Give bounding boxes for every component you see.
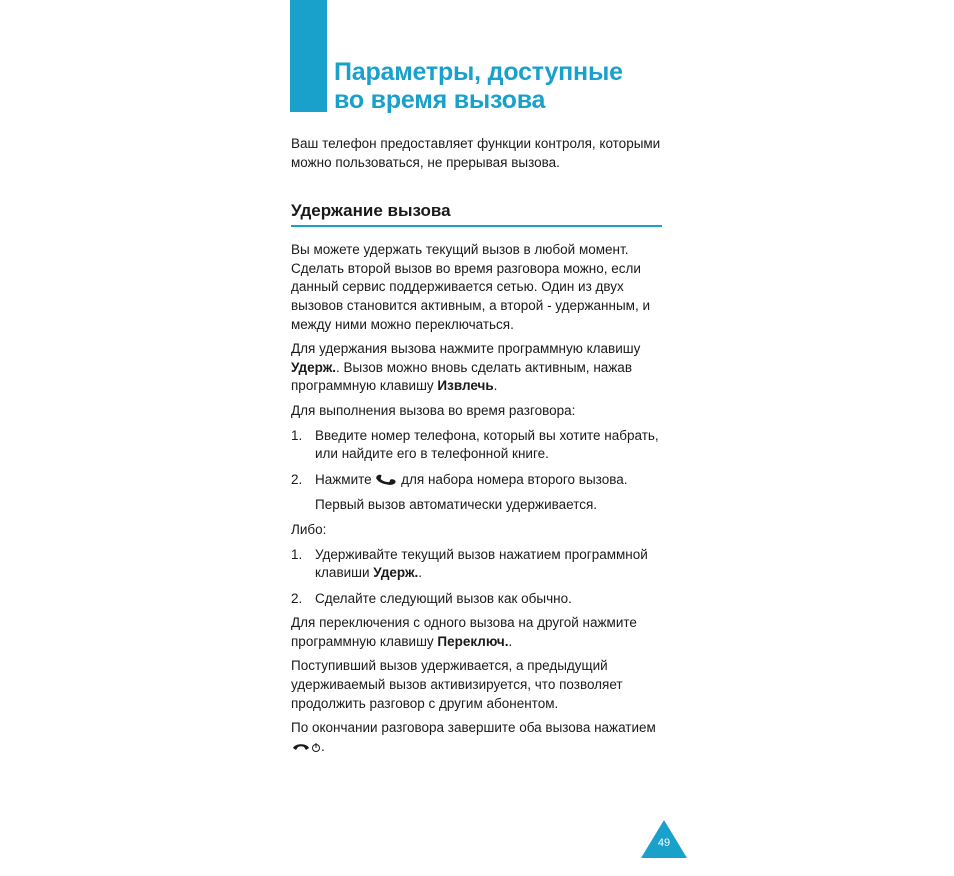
second-call-intro: Для выполнения вызова во время разговора: xyxy=(291,402,576,418)
step-text: для набора номера второго вызова. xyxy=(397,471,628,487)
second-call-steps xyxy=(291,427,666,490)
softkey-hold-label: Удерж. xyxy=(291,359,337,375)
step-text: Сделайте следующий вызов как обычно. xyxy=(315,590,572,606)
step-number: 2. xyxy=(291,590,303,606)
intro-paragraph: Ваш телефон предоставляет функции контроля, которыми можно пользоваться, не прерывая вызова. xyxy=(291,136,661,170)
page-number: 49 xyxy=(657,837,671,849)
hold-instructions-paragraph xyxy=(291,340,666,396)
softkey-switch-label: Переключ. xyxy=(437,633,509,649)
end-calls-paragraph xyxy=(291,719,666,756)
page-content xyxy=(291,135,666,756)
list-item xyxy=(291,427,666,464)
text-span: . Вызов можно вновь сделать активным, нажав программную клавишу xyxy=(291,359,632,394)
title-accent-bar xyxy=(290,0,327,112)
switch-instructions-paragraph xyxy=(291,614,666,651)
text-span: . xyxy=(508,633,513,649)
text-span: По окончании разговора завершите оба вызова нажатием xyxy=(291,720,656,736)
page-number-badge xyxy=(641,820,687,858)
page-title-line-1: Параметры, доступные xyxy=(334,58,623,86)
or-label: Либо: xyxy=(291,521,327,537)
call-send-icon xyxy=(375,471,397,487)
softkey-retrieve-label: Извлечь xyxy=(437,378,494,394)
alternative-steps xyxy=(291,546,666,609)
list-item xyxy=(291,590,666,609)
list-item xyxy=(291,546,666,583)
text-span: . xyxy=(321,738,325,754)
text-span: Для переключения с одного вызова на другой нажмите программную клавишу xyxy=(291,615,637,649)
step-number: 2. xyxy=(291,471,303,487)
list-item xyxy=(291,471,666,490)
step-text: Удерживайте текущий вызов нажатием программной клавиши xyxy=(315,546,648,581)
hold-description-paragraph: Вы можете удержать текущий вызов в любой момент. Сделать второй вызов во время разговора можно, если данный сервис поддерживается сетью. Один из двух вызовов становится активным, а второй - удержанным, и между ними можно переключаться. xyxy=(291,242,650,332)
softkey-hold-label: Удерж. xyxy=(373,565,419,581)
auto-hold-note: Первый вызов автоматически удерживается. xyxy=(315,497,598,513)
section-heading: Удержание вызова xyxy=(291,200,662,227)
text-span: . xyxy=(493,378,498,394)
step-number: 1. xyxy=(291,427,303,443)
step-number: 1. xyxy=(291,546,303,562)
step-text: Введите номер телефона, который вы хотите набрать, или найдите его в телефонной книге. xyxy=(315,427,659,462)
page-title-line-2: во время вызова xyxy=(334,86,546,114)
step-text: Нажмите xyxy=(315,471,376,487)
step-text: . xyxy=(418,565,423,581)
incoming-hold-paragraph: Поступивший вызов удерживается, а предыдущий удерживаемый вызов активизируется, что позволяет продолжить разговор с другим абонентом. xyxy=(291,658,623,711)
end-call-power-icon xyxy=(291,740,321,754)
page-title xyxy=(334,58,694,114)
text-span: Для удержания вызова нажмите программную клавишу xyxy=(291,341,641,357)
